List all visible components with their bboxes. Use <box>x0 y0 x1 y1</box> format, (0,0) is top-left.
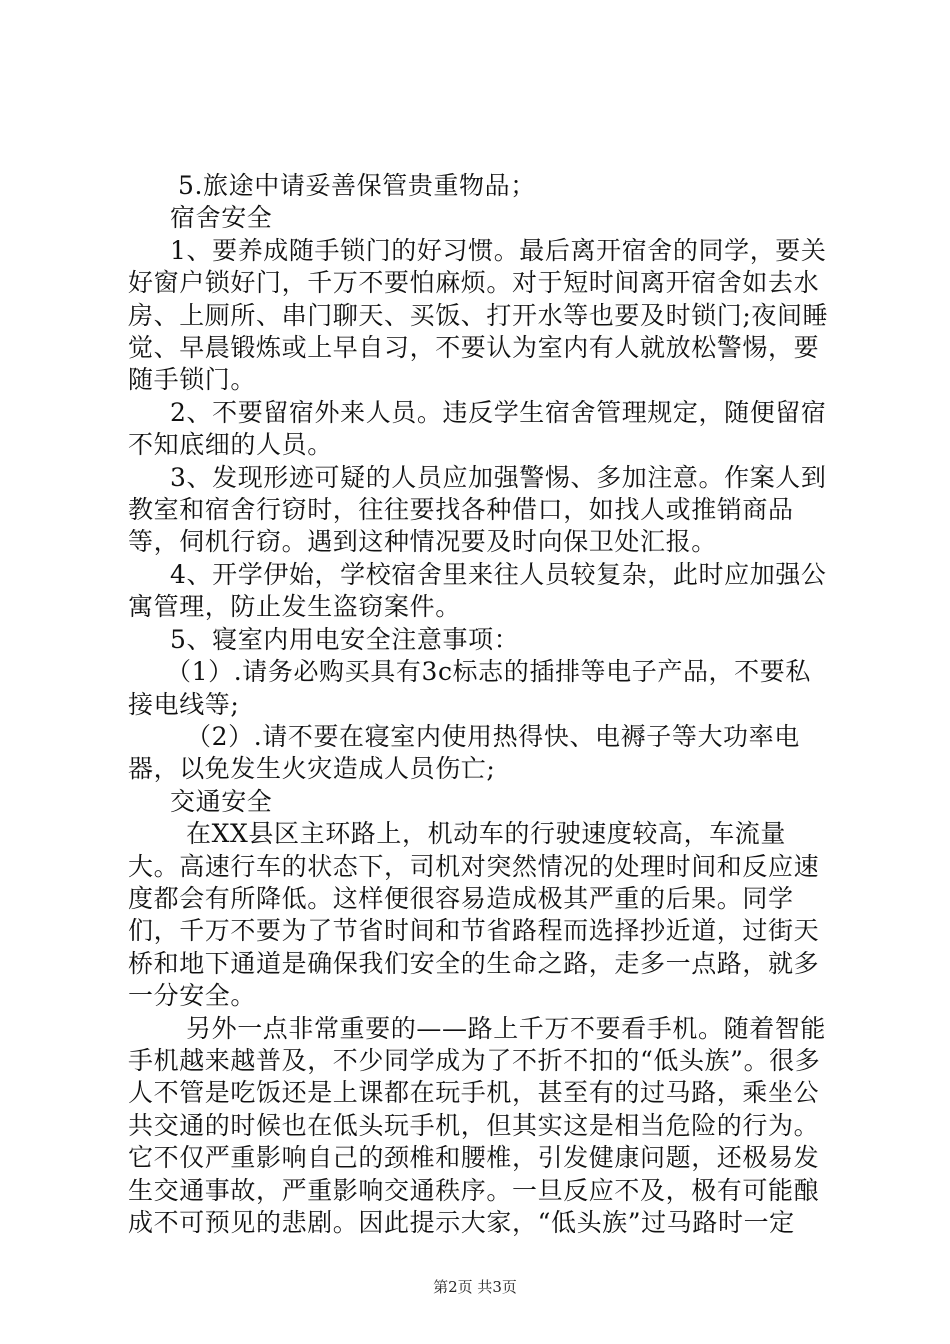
paragraph: 2、不要留宿外来人员。违反学生宿舍管理规定，随便留宿不知底细的人员。 <box>128 397 827 460</box>
paragraph: （1）.请务必购买具有3c标志的插排等电子产品，不要私接电线等; <box>128 657 811 719</box>
paragraph: 5、寝室内用电安全注意事项： <box>170 624 520 654</box>
section-heading-dorm: 宿舍安全 <box>170 203 273 233</box>
paragraph: 5.旅途中请妥善保管贵重物品； <box>178 171 536 200</box>
paragraph: （2）.请不要在寝室内使用热得快、电褥子等大功率电器，以免发生火灾造成人员伤亡; <box>128 721 800 784</box>
document-body <box>128 170 834 1239</box>
paragraph: 4、开学伊始，学校宿舍里来往人员较复杂，此时应加强公寓管理，防止发生盗窃案件。 <box>128 559 827 622</box>
paragraph: 另外一点非常重要的——路上千万不要看手机。随着智能手机越来越普及，不少同学成为了不折不扣的“低头族”。很多人不管是吃饭还是上课都在玩手机，甚至有的过马路，乘坐公共交通的时候也在低头玩手机，但其实这是相当危险的行为。它不仅严重影响自己的颈椎和腰椎，引发健康问题，还极易发生交通事故，严重影响交通秩序。一旦反应不及，极有可能酿成不可预见的悲剧。因此提示大家，“低头族”过马路时一定 <box>128 1013 827 1237</box>
section-heading-traffic: 交通安全 <box>170 786 273 816</box>
page-footer: 第2页 共3页 <box>433 1278 517 1296</box>
paragraph: 3、发现形迹可疑的人员应加强警惕、多加注意。作案人到教室和宿舍行窃时，往往要找各种借口，如找人或推销商品等，伺机行窃。遇到这种情况要及时向保卫处汇报。 <box>128 462 827 557</box>
paragraph: 1、要养成随手锁门的好习惯。最后离开宿舍的同学，要关好窗户锁好门，千万不要怕麻烦。对于短时间离开宿舍如去水房、上厕所、串门聊天、买饭、打开水等也要及时锁门;夜间睡觉、早晨锻炼或上早自习，不要认为室内有人就放松警惕，要随手锁门。 <box>128 235 829 395</box>
paragraph: 在XX县区主环路上，机动车的行驶速度较高，车流量大。高速行车的状态下，司机对突然情况的处理时间和反应速度都会有所降低。这样便很容易造成极其严重的后果。同学们，千万不要为了节省时间和节省路程而选择抄近道，过街天桥和地下通道是确保我们安全的生命之路，走多一点路，就多一分安全。 <box>128 819 820 1011</box>
